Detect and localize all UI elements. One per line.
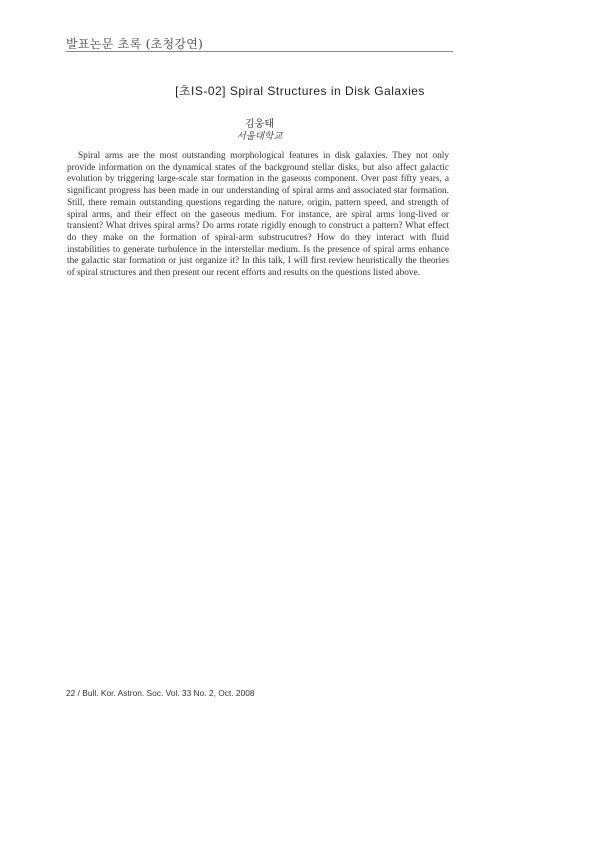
author-affiliation: 서울대학교 bbox=[236, 131, 283, 142]
running-head: 발표논문 초록 (초청강연) bbox=[66, 37, 204, 51]
header-rule bbox=[66, 51, 453, 52]
page-footer-citation: 22 / Bull. Kor. Astron. Soc. Vol. 33 No. 2, Oct. 2008 bbox=[66, 688, 255, 698]
author-name: 김웅태 bbox=[245, 119, 274, 130]
abstract-paragraph: Spiral arms are the most outstanding morphological features in disk galaxies. They not only provide information on the dynamical states of the background stellar disks, but also affect galactic evolution by triggering large-scale star formation in the gaseous component. Over past fifty years, a significant progress has been made in our understanding of spiral arms and associated star formation. Still, there remain outstanding questions regarding the nature, origin, pattern speed, and strength of spiral arms, and their effect on the gaseous medium. For instance, are spiral arms long-lived or transient? What drives spiral arms? Do arms rotate rigidly enough to construct a pattern? What effect do they make on the formation of spiral-arm substrucutres? How do they interact with fluid instabilities to generate turbulence in the interstellar medium. Is the presence of spiral arms enhance the galactic star formation or just organize it? In this talk, I will first review heuristically the theories of spiral structures and then present our recent efforts and results on the questions listed above. bbox=[67, 151, 449, 279]
article-title: [초IS-02] Spiral Structures in Disk Galaxies bbox=[175, 84, 425, 98]
